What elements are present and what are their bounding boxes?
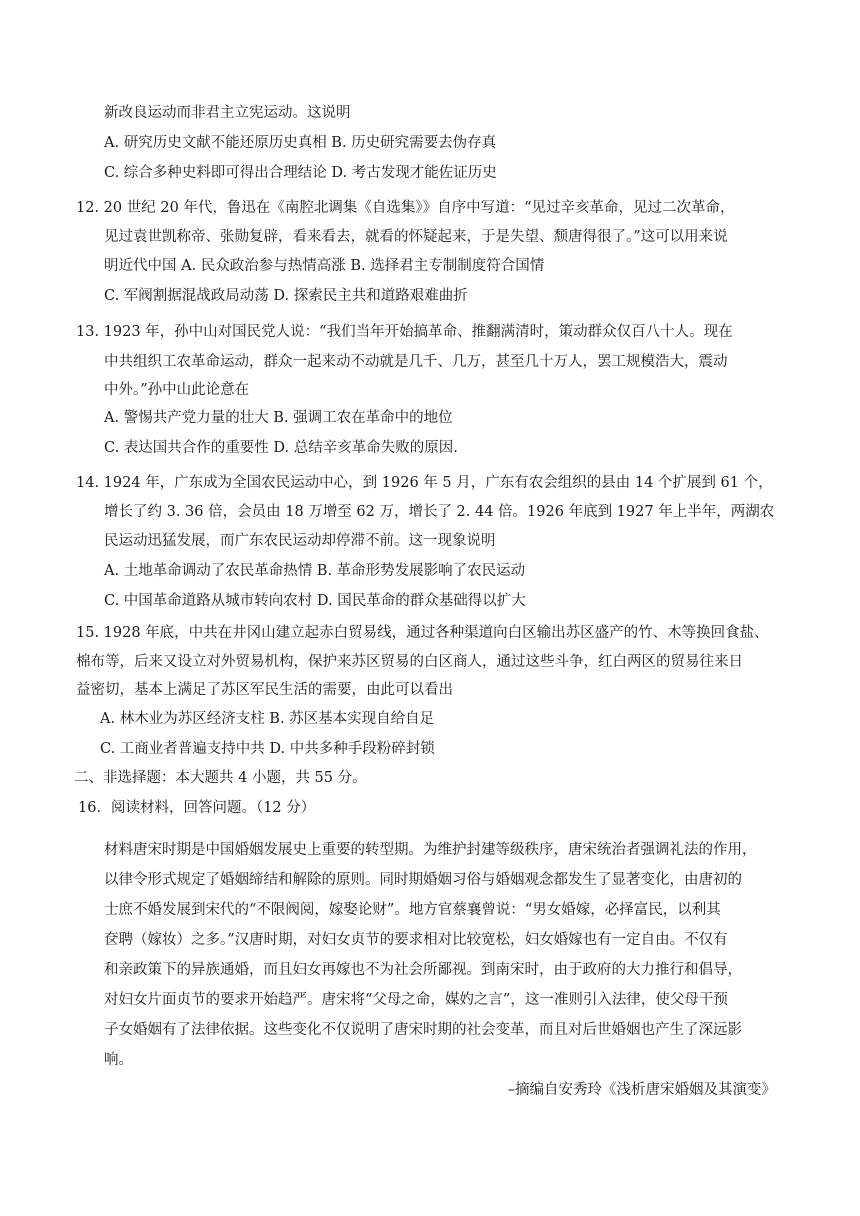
section-2-heading: 二、非选择题：本大题共 4 小题，共 55 分。 — [74, 770, 367, 786]
q13-stem-line-1: 13. 1923 年，孙中山对国民党人说：“我们当年开始搞革命、推翻满清时，策动群众仅百八十人。现在 — [76, 324, 733, 340]
q16-material-line: 响。 — [104, 1052, 133, 1068]
q12-stem-line-1: 12. 20 世纪 20 年代，鲁迅在《南腔北调集《自选集》》自序中写道：“见过辛亥革命，见过二次革命， — [76, 200, 735, 216]
q16-material-line: 材料唐宋时期是中国婚姻发展史上重要的转型期。为维护封建等级秩序，唐宋统治者强调礼法的作用， — [104, 842, 757, 858]
q12-stem-line-2: 见过袁世凯称帝、张勋复辟，看来看去，就看的怀疑起来，于是失望、颓唐得很了。”这可以用来说 — [104, 229, 728, 245]
q15-stem-line-2: 棉布等，后来又设立对外贸易机构，保护来苏区贸易的白区商人，通过这些斗争，红白两区的贸易往来日 — [76, 654, 743, 670]
q11-options-ab: A. 研究历史文献不能还原历史真相 B. 历史研究需要去伪存真 — [104, 135, 497, 151]
q11-stem-tail: 新改良运动而非君主立宪运动。这说明 — [104, 105, 351, 121]
q16-material-line: 和亲政策下的异族通婚，而且妇女再嫁也不为社会所鄙视。到南宋时，由于政府的大力推行和倡导， — [104, 962, 742, 978]
q13-stem-line-2: 中共组织工农革命运动，群众一起来动不动就是几千、几万，甚至几十万人，罢工规模浩大，震动 — [104, 354, 728, 370]
q13-stem-line-3: 中外。”孙中山此论意在 — [104, 382, 250, 398]
q16-material-line: 士庶不婚发展到宋代的“不限阀阅，嫁娶论财”。地方官蔡襄曾说：“男女婚嫁，必择富民，以利其 — [104, 902, 721, 918]
q16-material-line: 奁聘（嫁妆）之多。”汉唐时期，对妇女贞节的要求相对比较宽松，妇女婚嫁也有一定自由。不仅有 — [104, 932, 728, 948]
q15-stem-line-1: 15. 1928 年底，中共在井冈山建立起赤白贸易线，通过各种渠道向白区输出苏区盛产的竹、木等换回食盐、 — [76, 625, 769, 641]
q16-stem: 16．阅读材料，回答问题。（12 分） — [78, 800, 316, 816]
q15-options-cd: C. 工商业者普遍支持中共 D. 中共多种手段粉碎封锁 — [100, 741, 435, 757]
q16-material-line: 以律令形式规定了婚姻缔结和解除的原则。同时期婚姻习俗与婚姻观念都发生了显著变化，由唐初的 — [104, 872, 742, 888]
q13-options-cd: C. 表达国共合作的重要性 D. 总结辛亥革命失败的原因. — [104, 440, 458, 456]
q15-stem-line-3: 益密切，基本上满足了苏区军民生活的需要，由此可以看出 — [76, 682, 453, 698]
q14-options-cd: C. 中国革命道路从城市转向农村 D. 国民革命的群众基础得以扩大 — [104, 593, 526, 609]
q14-stem-line-3: 民运动迅猛发展，而广东农民运动却停滞不前。这一现象说明 — [104, 533, 496, 549]
q16-material-line: 子女婚姻有了法律依据。这些变化不仅说明了唐宋时期的社会变革，而且对后世婚姻也产生了深远影 — [104, 1022, 742, 1038]
q16-source-citation: –摘编自安秀玲《浅析唐宋婚姻及其演变》 — [507, 1082, 776, 1098]
q14-stem-line-2: 增长了约 3. 36 倍，会员由 18 万增至 62 万，增长了 2. 44 倍。1926 年底到 1927 年上半年，两湖农 — [104, 504, 775, 520]
q16-material-line: 对妇女片面贞节的要求开始趋严。唐宋将“父母之命，媒妁之言”，这一准则引入法律，使父母干预 — [104, 992, 728, 1008]
q11-options-cd: C. 综合多种史料即可得出合理结论 D. 考古发现才能佐证历史 — [104, 165, 497, 181]
q14-options-ab: A. 土地革命调动了农民革命热情 B. 革命形势发展影响了农民运动 — [104, 563, 526, 579]
q12-options-cd: C. 军阀割据混战政局动荡 D. 探索民主共和道路艰难曲折 — [104, 288, 468, 304]
q15-options-ab: A. 林木业为苏区经济支柱 B. 苏区基本实现自给自足 — [100, 711, 435, 727]
q14-stem-line-1: 14. 1924 年，广东成为全国农民运动中心，到 1926 年 5 月，广东有农会组织的县由 14 个扩展到 61 个， — [76, 475, 773, 491]
q13-options-ab: A. 警惕共产党力量的壮大 B. 强调工农在革命中的地位 — [104, 410, 453, 426]
q12-stem-line-3: 明近代中国 A. 民众政治参与热情高涨 B. 选择君主专制制度符合国情 — [104, 258, 545, 274]
